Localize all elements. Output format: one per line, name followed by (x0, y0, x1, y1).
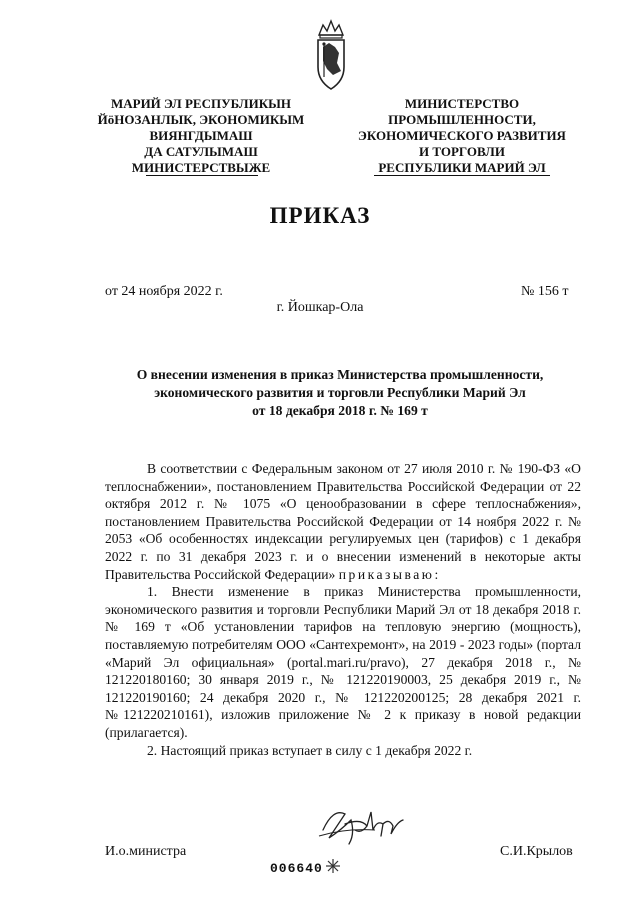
header-left-line: ВИЯНГДЫМАШ (149, 128, 253, 143)
header-right-line: ЭКОНОМИЧЕСКОГО РАЗВИТИЯ (358, 128, 566, 143)
header-left-underline (146, 175, 258, 176)
header-left-block (96, 96, 306, 176)
header-left-line: ЙӧНОЗАНЛЫК, ЭКОНОМИКЫМ (97, 112, 305, 127)
header-right-underline (374, 175, 550, 176)
signatory-name: С.И.Крылов (500, 844, 573, 859)
document-title: ПРИКАЗ (269, 203, 371, 228)
preamble-text: В соответствии с Федеральным законом от 27 июля 2010 г. № 190-ФЗ «О теплоснабжении», постановлением Правительства Российской Федерации от 22 октября 2012 г. № 1075 «О ценообразовании в сфере теплоснабжения», постановлением Правительства Российской Федерации от 14 ноября 2022 г. № 2053 «Об особенностях индексации регулируемых цен (тарифов) с 1 декабря 2022 г. по 31 декабря 2023 г. и о внесении изменений в некоторые акты Правительства Российской Федерации» (105, 461, 581, 582)
handwritten-signature (315, 800, 415, 850)
body-paragraph-preamble (105, 460, 581, 583)
subject-line: О внесении изменения в приказ Министерства промышленности, (136, 367, 544, 382)
signatory-position: И.о.министра (105, 844, 187, 859)
document-number: № 156 т (521, 284, 569, 299)
document-city: г. Йошкар-Ола (276, 300, 364, 315)
body-paragraph-item-1: 1. Внести изменение в приказ Министерства промышленности, экономического развития и торговли Республики Марий Эл от 18 декабря 2018 г. № 169 т «Об установлении тарифов на тепловую энергию (мощность), поставляемую потребителям ООО «Сантехремонт», на 2019 - 2023 годы» (портал «Марий Эл официальная» (portal.mari.ru/pravo), 27 декабря 2018 г., № 121220180160; 30 января 2019 г., № 121220190003, 25 декабря 2019 г., № 121220190160; 24 декабря 2020 г., № 121220200125; 28 декабря 2021 г. №121220210161), изложив приложение № 2 к приказу в новой редакции (прилагается). (105, 584, 581, 740)
header-right-line: РЕСПУБЛИКИ МАРИЙ ЭЛ (378, 160, 546, 175)
document-body (105, 460, 581, 759)
coat-of-arms-emblem (311, 15, 351, 95)
header-left-line: МАРИЙ ЭЛ РЕСПУБЛИКЫН (110, 96, 292, 111)
document-serial-number: 006640 (270, 861, 323, 876)
document-date: от 24 ноября 2022 г. (105, 284, 223, 299)
body-paragraph-item-2: 2. Настоящий приказ вступает в силу с 1 декабря 2022 г. (147, 742, 473, 758)
ornament-star-icon (325, 858, 341, 874)
header-right-line: ПРОМЫШЛЕННОСТИ, (388, 112, 536, 127)
document-subject (100, 366, 580, 420)
header-left-line: МИНИСТЕРСТВЫЖЕ (131, 160, 271, 175)
header-right-line: И ТОРГОВЛИ (419, 144, 505, 159)
subject-line: от 18 декабря 2018 г. № 169 т (252, 403, 428, 418)
header-right-line: МИНИСТЕРСТВО (404, 96, 520, 111)
subject-line: экономического развития и торговли Республики Марий Эл (154, 385, 526, 400)
header-left-line: ДА САТУЛЫМАШ (144, 144, 258, 159)
header-right-block (342, 96, 582, 176)
order-action-word: приказываю: (338, 566, 441, 582)
